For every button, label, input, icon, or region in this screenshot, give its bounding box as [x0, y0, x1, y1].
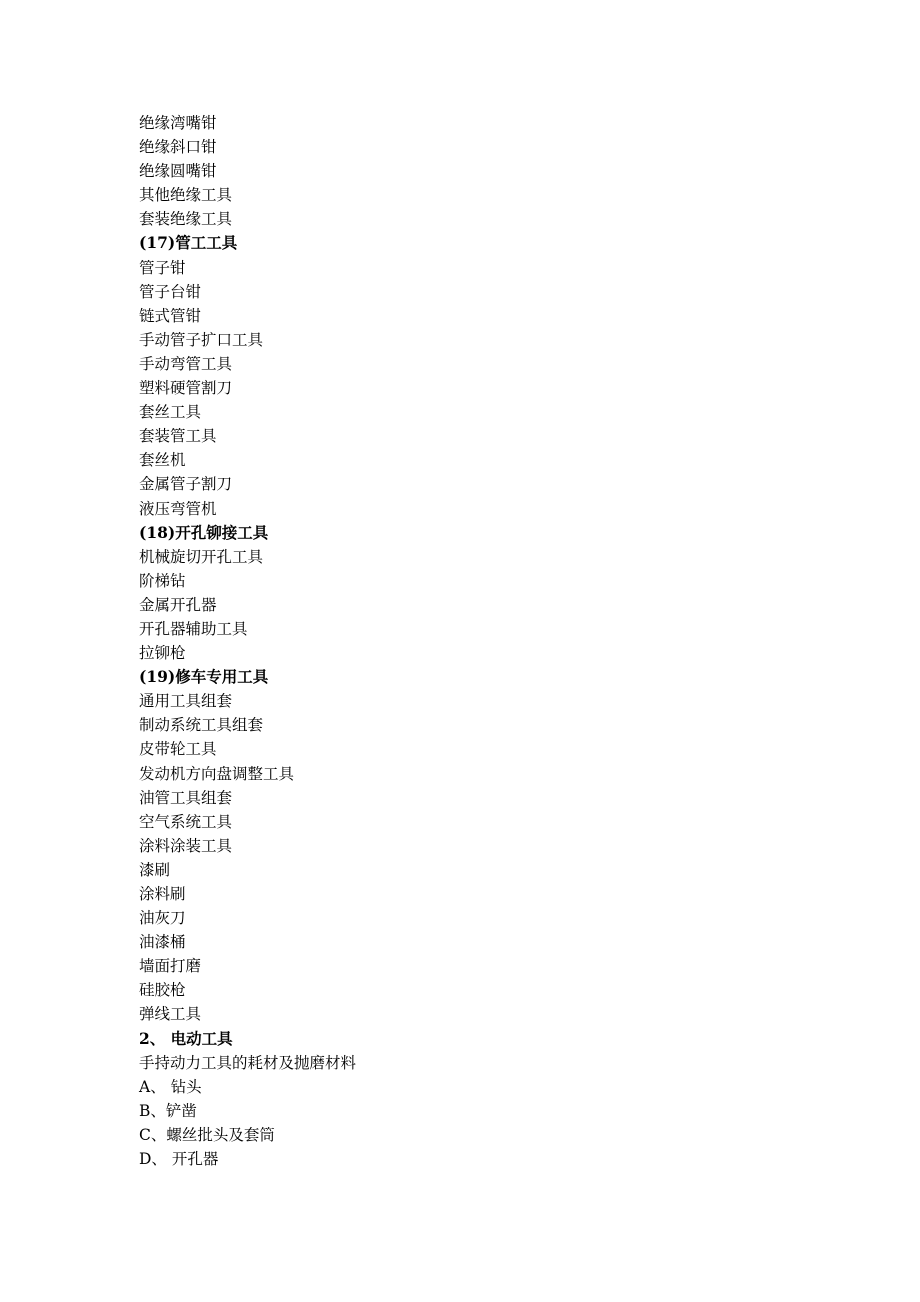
list-item: A、 钻头: [139, 1077, 202, 1096]
list-item: 墙面打磨: [139, 957, 202, 976]
list-item: 其他绝缘工具: [139, 186, 233, 205]
list-item: 空气系统工具: [139, 812, 233, 831]
list-item: 管子台钳: [139, 282, 202, 301]
list-item: 绝缘湾嘴钳: [139, 114, 217, 132]
list-item: 手动管子扩口工具: [139, 330, 264, 349]
list-item: 皮带轮工具: [139, 740, 217, 759]
list-item: 绝缘斜口钳: [139, 138, 217, 157]
list-item: C、螺丝批头及套筒: [139, 1125, 275, 1144]
list-item: 硅胶枪: [139, 981, 186, 1000]
list-item: 拉铆枪: [139, 644, 186, 663]
list-item: 液压弯管机: [139, 499, 217, 518]
list-item: 开孔器辅助工具: [139, 619, 248, 638]
list-item: 绝缘圆嘴钳: [139, 162, 217, 181]
list-item: 油管工具组套: [139, 788, 233, 807]
list-item: 链式管钳: [139, 306, 202, 325]
list-item: 套丝机: [139, 451, 186, 470]
document-page: [139, 111, 859, 1171]
list-item: 手持动力工具的耗材及抛磨材料: [139, 1053, 357, 1072]
list-item: 通用工具组套: [139, 692, 233, 711]
list-item: 套丝工具: [139, 403, 202, 422]
list-item: D、 开孔器: [139, 1150, 219, 1169]
list-item: 涂料刷: [139, 885, 186, 903]
section-heading: (18)开孔铆接工具: [139, 522, 269, 542]
list-item: 套装绝缘工具: [139, 210, 233, 229]
list-item: 手动弯管工具: [139, 354, 233, 373]
list-item: 金属管子割刀: [139, 475, 233, 494]
list-item: 油漆桶: [139, 933, 186, 952]
list-item: 管子钳: [139, 258, 186, 277]
list-item: 油灰刀: [139, 909, 186, 928]
list-item: 机械旋切开孔工具: [139, 547, 264, 566]
section-heading: (19)修车专用工具: [139, 667, 269, 687]
list-item: 制动系统工具组套: [139, 716, 264, 735]
list-item: 涂料涂装工具: [139, 836, 233, 855]
list-item: 阶梯钻: [139, 571, 186, 590]
section-heading: 2、 电动工具: [139, 1028, 233, 1048]
list-item: 塑料硬管割刀: [139, 379, 233, 398]
section-heading: (17)管工工具: [139, 233, 238, 253]
list-item: 弹线工具: [139, 1005, 202, 1024]
list-item: 发动机方向盘调整工具: [139, 764, 295, 783]
list-item: 漆刷: [139, 860, 171, 879]
list-item: B、铲凿: [139, 1101, 197, 1120]
list-item: 套装管工具: [139, 427, 217, 446]
list-item: 金属开孔器: [139, 595, 217, 614]
